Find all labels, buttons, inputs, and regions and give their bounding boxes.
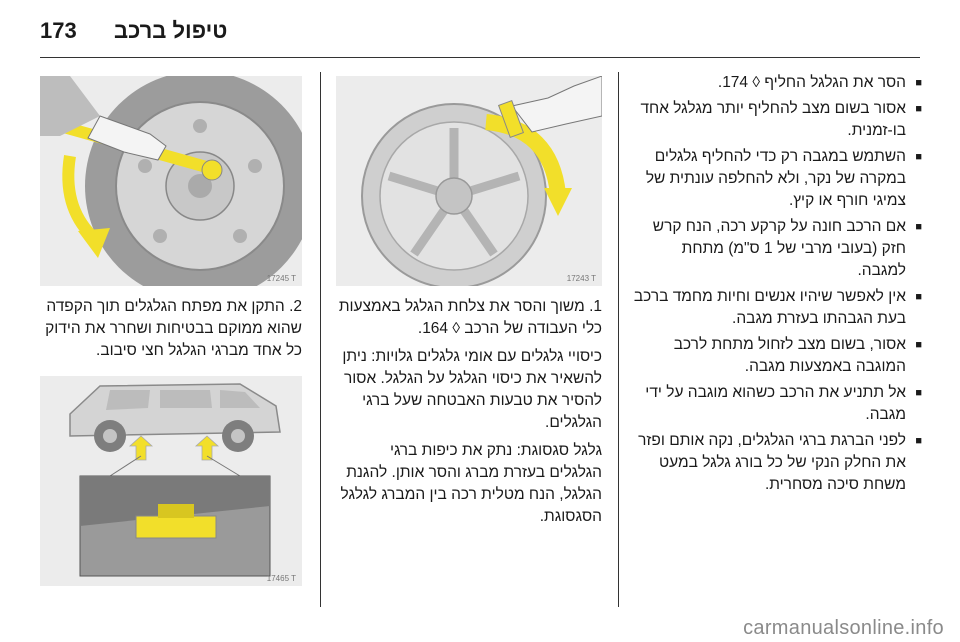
- bullet-item: ■ אל תתניע את הרכב כשהוא מוגבה על ידי מגבה.: [632, 382, 922, 426]
- middle-column: [336, 296, 602, 534]
- right-column: [632, 72, 922, 500]
- page-title: טיפול ברכב: [114, 18, 228, 43]
- step-text: משוך והסר את צלחת הגלגל באמצעות כלי העבודה של הרכב ◊ 164.: [338, 298, 602, 337]
- hubcap-removal-figure: [336, 76, 602, 286]
- bullet-item: ■ אסור, בשום מצב לזחול מתחת לרכב המוגבה באמצעות מגבה.: [632, 334, 922, 378]
- bullet-item: ■ אם הרכב חונה על קרקע רכה, הנח קרש חזק (בעובי מרבי של 1 ס"מ) מתחת למגבה.: [632, 216, 922, 282]
- bullet-item: ■ אסור בשום מצב להחליף יותר מגלגל אחד בו-זמנית.: [632, 98, 922, 142]
- safety-bullet-list: [632, 72, 922, 496]
- bullet-item: ■ הסר את הגלגל החליף ◊ 174.: [632, 72, 922, 94]
- figure-code: 17465 T: [266, 574, 296, 583]
- alloy-wheel-note: גלגל סגסוגת: נתק את כיפות ברגי הגלגלים בעזרת מברג והסר אותן. להגנת הגלגל, הנח מטלית רכה בין המברג לגלגל הסגסוגת.: [340, 442, 602, 525]
- bullet-item: ■ השתמש במגבה רק כדי להחליף גלגלים במקרה של נקר, ולא להחלפה עונתית של צמיגי חורף או קיץ.: [632, 146, 922, 212]
- figure-code: 17245 T: [266, 274, 296, 283]
- left-column: [40, 296, 302, 368]
- bullet-item: ■ אין לאפשר שיהיו אנשים וחיות מחמד ברכב בעת הגבהתו בעזרת מגבה.: [632, 286, 922, 330]
- step-text: התקן את מפתח הגלגלים תוך הקפדה שהוא ממוקם בבטיחות ושחרר את הידוק כל אחד מברגי הגלגל חצי סיבוב.: [45, 298, 302, 359]
- wheel-wrench-illustration: [40, 76, 302, 286]
- page-number: 173: [40, 18, 77, 43]
- column-divider-right: [618, 72, 619, 607]
- wheel-wrench-figure: [40, 76, 302, 286]
- watermark: carmanualsonline.info: [743, 617, 944, 639]
- wheel-cover-note: כיסויי גלגלים עם אומי גלגלים גלויות: ניתן להשאיר את כיסוי הגלגל על הגלגל. אסור להסיר את טבעות האבטחה שעל ברגי הגלגלים.: [342, 348, 602, 431]
- bullet-item: ■ לפני הברגת ברגי הגלגלים, נקה אותם ופזר את החלק הנקי של כל בורג גלגל במעט משחת סיכה מסחרית.: [632, 430, 922, 496]
- page-header: [40, 14, 920, 54]
- column-divider-left: [320, 72, 321, 607]
- figure-code: 17243 T: [566, 274, 596, 283]
- jack-points-illustration: [40, 376, 302, 586]
- step-2: [40, 296, 302, 362]
- header-rule: [40, 57, 920, 58]
- jack-points-figure: [40, 376, 302, 586]
- step-1: [336, 296, 602, 340]
- step-number: 2.: [289, 298, 302, 315]
- hubcap-illustration: [336, 76, 602, 286]
- step-number: 1.: [589, 298, 602, 315]
